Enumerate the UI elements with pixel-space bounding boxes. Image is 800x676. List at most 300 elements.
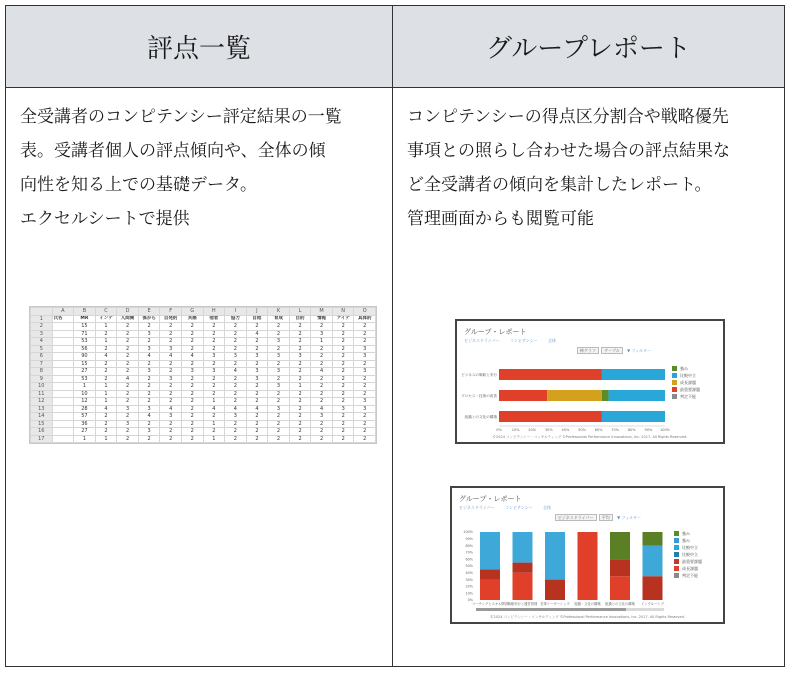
sheet-cell: 2: [181, 428, 203, 436]
sheet-cell: 2: [289, 345, 311, 353]
sheet-cell: 2: [268, 360, 290, 368]
excel-sheet-thumbnail: [29, 306, 377, 444]
legend-swatch: [674, 559, 679, 564]
table-row: 7 15 2 2 2 2 2 2 2 2 2 2 2 2 2: [31, 360, 376, 368]
category-label: コーチングとスキル開発: [471, 602, 509, 606]
legend-item: [674, 558, 702, 565]
sheet-cell: 2: [332, 413, 354, 421]
sheet-cell: 3: [246, 375, 268, 383]
sheet-cell: 2: [289, 368, 311, 376]
legend-swatch: [672, 373, 677, 378]
sheet-cell: 1: [203, 398, 225, 406]
bar-segment: [643, 546, 663, 577]
driver-select[interactable]: ビジネスドライバー: [555, 514, 597, 521]
sheet-cell: 3: [117, 420, 139, 428]
sheet-cell: 4: [311, 405, 333, 413]
legend-label: 比較中立: [682, 551, 698, 557]
report-title: グループ・レポート: [464, 328, 527, 336]
sheet-cell: 2: [225, 383, 247, 391]
sheet-cell: 2: [289, 435, 311, 443]
sheet-cell: 71: [74, 330, 96, 338]
sheet-cell: 2: [160, 360, 182, 368]
sheet-cell: 3: [138, 330, 160, 338]
sheet-corner: [31, 308, 53, 316]
sheet-cell: 1: [95, 338, 117, 346]
category-label: プロセス・技術の改善: [461, 394, 497, 398]
x-tick-label: 60%: [594, 428, 603, 432]
sheet-cell: 2: [95, 428, 117, 436]
bar-segment: [610, 559, 630, 576]
sheet-cell: 1: [95, 398, 117, 406]
sheet-column-letter: K: [268, 308, 290, 316]
sheet-cell: 1: [203, 420, 225, 428]
x-tick-label: 50%: [578, 428, 586, 432]
sheet-cell: 2: [332, 398, 354, 406]
sheet-cell: 2: [95, 420, 117, 428]
sheet-cell: 2: [225, 338, 247, 346]
table-row: 2 15 1 2 2 2 2 2 2 2 2 2 2 2 2: [31, 323, 376, 331]
sheet-cell: 2: [311, 420, 333, 428]
filter-button[interactable]: ▼ フィルター: [627, 348, 651, 353]
sheet-column-letter: I: [225, 308, 247, 316]
sheet-cell: 3: [160, 345, 182, 353]
table-row: 15 36 2 3 2 2 2 1 2 2 2 2 2 2 2: [31, 420, 376, 428]
desc-line: 表。受講者個人の評点傾向や、全体の傾: [20, 141, 326, 161]
sheet-cell: 2: [289, 428, 311, 436]
bar-segment: [602, 411, 665, 422]
sheet-cell: 90: [74, 353, 96, 361]
sheet-cell: 2: [117, 398, 139, 406]
sheet-column-letter: A: [52, 308, 74, 316]
sheet-cell: 2: [95, 345, 117, 353]
sheet-header-cell: 育成: [268, 315, 290, 323]
sheet-cell: 2: [268, 428, 290, 436]
sheet-cell: 2: [160, 368, 182, 376]
sheet-cell: 3: [289, 353, 311, 361]
sheet-column-letter: B: [74, 308, 96, 316]
sheet-cell: 3: [354, 345, 376, 353]
sheet-cell: 4: [203, 405, 225, 413]
legend-swatch: [674, 531, 679, 536]
sheet-cell: 2: [332, 375, 354, 383]
sheet-cell: 2: [332, 390, 354, 398]
legend-item: [672, 393, 700, 400]
sheet-cell: 2: [203, 428, 225, 436]
sheet-cell: 2: [181, 390, 203, 398]
sheet-header-cell: アイデ: [332, 315, 354, 323]
bar-segment: [480, 569, 500, 579]
sheet-cell: 3: [311, 330, 333, 338]
sheet-cell: 3: [268, 405, 290, 413]
sheet-cell: 4: [95, 405, 117, 413]
sheet-cell: 2: [246, 390, 268, 398]
bar-segment: [499, 369, 602, 380]
sheet-cell: 2: [225, 398, 247, 406]
bar-segment: [545, 580, 565, 600]
sheet-cell: 3: [354, 405, 376, 413]
legend-label: 比較中立: [680, 372, 696, 378]
bar-segment: [643, 532, 663, 546]
sheet-cell: 4: [246, 330, 268, 338]
sheet-cell: 2: [203, 360, 225, 368]
sheet-cell: 3: [268, 353, 290, 361]
category-label: 組織との文化の構築: [464, 415, 497, 419]
tab-competency[interactable]: コンピテンシー: [509, 338, 538, 343]
x-tick-label: 40%: [561, 428, 570, 432]
sheet-cell: 53: [74, 375, 96, 383]
bar-segment: [610, 576, 630, 600]
sheet-cell: 2: [268, 420, 290, 428]
sheet-cell: 3: [332, 405, 354, 413]
sheet-cell: 2: [160, 428, 182, 436]
sheet-cell: 2: [289, 338, 311, 346]
sheet-cell: 2: [332, 360, 354, 368]
sheet-cell: 2: [160, 330, 182, 338]
sheet-cell: 2: [203, 330, 225, 338]
desc-line: 管理画面からも閲覧可能: [407, 209, 594, 229]
sheet-cell: 2: [246, 398, 268, 406]
sheet-cell: 4: [95, 353, 117, 361]
sheet-cell: 2: [225, 420, 247, 428]
sheet-cell: 2: [354, 390, 376, 398]
sheet-cell: 2: [138, 360, 160, 368]
legend-item: [672, 379, 700, 386]
sheet-cell: 3: [138, 345, 160, 353]
sheet-cell: 4: [181, 353, 203, 361]
bar-segment: [547, 390, 602, 401]
sheet-cell: 4: [160, 405, 182, 413]
table-row: 3 71 2 2 3 2 2 2 2 4 2 2 3 2 2: [31, 330, 376, 338]
sheet-cell: 3: [117, 405, 139, 413]
legend-label: 最重要課題: [680, 386, 700, 392]
sheet-cell: 2: [354, 375, 376, 383]
sheet-cell: 2: [311, 353, 333, 361]
legend-swatch: [674, 552, 679, 557]
sheet-column-letter: G: [181, 308, 203, 316]
sheet-cell: 12: [74, 398, 96, 406]
sheet-cell: 3: [203, 368, 225, 376]
sheet-cell: 3: [246, 353, 268, 361]
desc-line: 事項との照らし合わせた場合の評点結果な: [407, 141, 730, 161]
bar-segment: [513, 563, 533, 573]
sheet-column-letter: J: [246, 308, 268, 316]
sheet-cell: 3: [268, 338, 290, 346]
score-list-description: [6, 88, 392, 236]
sheet-cell: 2: [354, 383, 376, 391]
bar-segment: [643, 576, 663, 600]
sheet-cell: 1: [95, 383, 117, 391]
sheet-cell: 4: [138, 353, 160, 361]
y-tick-label: 20%: [465, 584, 473, 589]
header-group-report: グループレポート: [393, 6, 784, 88]
average-button[interactable]: 平均: [599, 514, 613, 521]
tab-business-driver[interactable]: ビジネスドライバー: [464, 338, 500, 343]
sheet-cell: 53: [74, 338, 96, 346]
legend-label: 判定不能: [680, 393, 696, 399]
sheet-cell: 2: [117, 353, 139, 361]
sheet-cell: 2: [289, 375, 311, 383]
bar-segment: [545, 532, 565, 580]
table-row: 5 56 2 2 3 3 2 2 2 2 2 2 2 2 3: [31, 345, 376, 353]
bar-segment: [513, 573, 533, 600]
sheet-cell: 27: [74, 368, 96, 376]
legend-label: 強み: [682, 537, 690, 543]
desc-line: 全受講者のコンピテンシー評定結果の一覧: [20, 107, 342, 127]
sheet-cell: 2: [203, 383, 225, 391]
sheet-cell: 2: [268, 413, 290, 421]
sheet-cell: 2: [246, 360, 268, 368]
sheet-cell: 3: [268, 368, 290, 376]
sheet-cell: 2: [160, 398, 182, 406]
sheet-cell: 2: [332, 323, 354, 331]
sheet-cell: 2: [268, 375, 290, 383]
sheet-cell: 1: [95, 435, 117, 443]
sheet-cell: 2: [246, 420, 268, 428]
y-tick-label: 50%: [465, 564, 473, 569]
sheet-header-cell: 人間関: [117, 315, 139, 323]
sheet-cell: 2: [160, 390, 182, 398]
sheet-cell: 56: [74, 345, 96, 353]
sheet-cell: 2: [354, 420, 376, 428]
sheet-cell: 2: [246, 383, 268, 391]
table-row: 8 27 2 2 3 2 3 3 4 3 3 2 4 2 3: [31, 368, 376, 376]
sheet-header-cell: MR: [74, 315, 96, 323]
bar-segment: [480, 580, 500, 600]
sheet-cell: 2: [117, 383, 139, 391]
sheet-cell: 2: [289, 360, 311, 368]
column-score-list: [6, 6, 393, 666]
bar-graph-button[interactable]: 棒グラフ: [577, 347, 599, 354]
table-row: 6 90 4 2 4 4 4 3 3 3 3 3 2 2 3: [31, 353, 376, 361]
sheet-cell: 2: [181, 413, 203, 421]
sheet-cell: 2: [160, 323, 182, 331]
table-row: 12 12 1 2 2 2 2 1 2 2 2 2 2 2 3: [31, 398, 376, 406]
sheet-cell: 2: [332, 353, 354, 361]
sheet-cell: 2: [289, 405, 311, 413]
sheet-cell: 2: [332, 330, 354, 338]
sheet-cell: 2: [332, 420, 354, 428]
sheet-cell: 28: [74, 405, 96, 413]
sheet-cell: 10: [74, 390, 96, 398]
sheet-cell: 4: [246, 405, 268, 413]
x-tick-label: 70%: [611, 428, 620, 432]
legend-label: 判定不能: [682, 572, 698, 578]
sheet-cell: 2: [95, 330, 117, 338]
sheet-column-letter: F: [160, 308, 182, 316]
chart-legend: [674, 530, 702, 579]
sheet-header-cell: 他者: [203, 315, 225, 323]
sheet-cell: 1: [95, 390, 117, 398]
table-row: 16 27 2 2 3 2 2 2 2 2 2 2 2 2 2: [31, 428, 376, 436]
desc-line: 向性を知る上での基礎データ。: [20, 175, 257, 195]
sheet-cell: 3: [225, 353, 247, 361]
sheet-cell: 2: [181, 330, 203, 338]
sheet-cell: 2: [117, 368, 139, 376]
x-tick-label: 90%: [644, 428, 653, 432]
sheet-column-letter: H: [203, 308, 225, 316]
group-report-description: [393, 88, 784, 236]
sheet-body: [31, 315, 376, 443]
legend-item: [674, 551, 702, 558]
sheet-cell: 2: [311, 435, 333, 443]
legend-item: [674, 537, 702, 544]
legend-swatch: [672, 380, 677, 385]
bar-segment: [499, 411, 602, 422]
y-tick-label: 100%: [463, 530, 473, 535]
sheet-cell: 4: [225, 368, 247, 376]
sheet-cell: 3: [138, 405, 160, 413]
report-footer: ©2024 コンピテンシー・コンサルティング ©Professional Performance Innovations, Inc. 2017. All Rights Reserved.: [492, 434, 688, 439]
sheet-cell: 2: [203, 338, 225, 346]
sheet-cell: 3: [181, 368, 203, 376]
legend-item: [674, 544, 702, 551]
sheet-cell: 2: [181, 360, 203, 368]
sheet-header-cell: 協力: [225, 315, 247, 323]
sheet-cell: 2: [311, 390, 333, 398]
sheet-cell: 2: [160, 338, 182, 346]
sheet-column-letter: E: [138, 308, 160, 316]
sheet-column-letter: D: [117, 308, 139, 316]
y-tick-label: 10%: [465, 591, 473, 596]
sheet-header-cell: 係から: [138, 315, 160, 323]
legend-item: [674, 530, 702, 537]
sheet-column-letter: C: [95, 308, 117, 316]
tab-overall[interactable]: 全体: [547, 338, 556, 343]
sheet-cell: 57: [74, 413, 96, 421]
sheet-cell: 2: [95, 360, 117, 368]
sheet-cell: 2: [246, 413, 268, 421]
sheet-cell: 4: [160, 353, 182, 361]
bar-segment: [499, 390, 547, 401]
sheet-cell: 2: [289, 420, 311, 428]
sheet-header-cell: 目的: [289, 315, 311, 323]
filter-button[interactable]: ▼ フィルター: [617, 515, 641, 520]
sheet-cell: 2: [311, 345, 333, 353]
tab-overall[interactable]: 全体: [542, 505, 551, 510]
legend-swatch: [672, 366, 677, 371]
sheet-cell: 2: [138, 383, 160, 391]
sheet-cell: 2: [332, 345, 354, 353]
tab-competency[interactable]: コンピテンシー: [504, 505, 533, 510]
sheet-cell: 2: [289, 398, 311, 406]
sheet-column-letter: L: [289, 308, 311, 316]
sheet-cell: 2: [203, 375, 225, 383]
sheet-cell: 2: [225, 323, 247, 331]
sheet-cell: 2: [203, 345, 225, 353]
sheet-header-cell: 具体的: [354, 315, 376, 323]
sheet-cell: 2: [354, 360, 376, 368]
sheet-cell: 1: [311, 338, 333, 346]
sheet-header-cell: 氏名: [52, 315, 74, 323]
sheet-header-cell: 自発的: [160, 315, 182, 323]
legend-item: [672, 365, 700, 372]
sheet-cell: 4: [225, 405, 247, 413]
report-title: グループ・レポート: [459, 495, 522, 503]
table-row: 4 53 1 2 2 2 2 2 2 2 3 2 1 2 2: [31, 338, 376, 346]
sheet-cell: 3: [225, 413, 247, 421]
comparison-table: [5, 5, 785, 667]
table-row: 13 28 4 3 3 4 2 4 4 4 3 2 4 3 3: [31, 405, 376, 413]
table-row: 17 1 1 2 2 2 2 1 2 2 2 2 2 2 2: [31, 435, 376, 443]
table-button[interactable]: テーブル: [601, 347, 623, 354]
sheet-cell: 27: [74, 428, 96, 436]
sheet-cell: 2: [289, 390, 311, 398]
tab-business-driver[interactable]: ビジネスドライバー: [459, 505, 495, 510]
sheet-cell: 1: [74, 383, 96, 391]
desc-line: ど全受講者の傾向を集計したレポート。: [407, 175, 712, 195]
report-footer: ©2024 コンピテンシー・コンサルティング ©Professional Performance Innovations, Inc. 2017. All Rights Reserved.: [490, 614, 685, 619]
sheet-cell: 1: [203, 435, 225, 443]
sheet-cell: 2: [289, 413, 311, 421]
sheet-cell: 2: [225, 435, 247, 443]
y-tick-label: 60%: [465, 557, 473, 562]
sheet-cell: 2: [332, 435, 354, 443]
report-screenshot-horizontal: [455, 319, 725, 444]
bar-segment: [513, 532, 533, 563]
sheet-cell: 2: [225, 345, 247, 353]
sheet-cell: 3: [138, 368, 160, 376]
sheet-cell: 2: [311, 398, 333, 406]
sheet-cell: 2: [181, 345, 203, 353]
chart-legend: [672, 365, 700, 400]
sheet-cell: 3: [203, 353, 225, 361]
sheet-cell: 2: [354, 330, 376, 338]
sheet-cell: 15: [74, 360, 96, 368]
sheet-cell: 3: [138, 428, 160, 436]
desc-line: エクセルシートで提供: [20, 209, 190, 229]
sheet-cell: 2: [332, 428, 354, 436]
sheet-cell: 2: [138, 390, 160, 398]
sheet-cell: 2: [246, 338, 268, 346]
sheet-cell: 2: [181, 338, 203, 346]
sheet-cell: 2: [311, 323, 333, 331]
legend-swatch: [674, 573, 679, 578]
sheet-cell: 2: [246, 345, 268, 353]
sheet-cell: 4: [117, 375, 139, 383]
sheet-cell: 1: [74, 435, 96, 443]
sheet-cell: 2: [268, 323, 290, 331]
sheet-cell: 2: [117, 390, 139, 398]
sheet-cell: 2: [311, 383, 333, 391]
sheet-cell: 2: [181, 323, 203, 331]
sheet-cell: 2: [203, 390, 225, 398]
sheet-cell: 3: [354, 353, 376, 361]
table-row: 9 53 2 4 2 3 2 2 2 3 2 2 2 2 2: [31, 375, 376, 383]
legend-item: [674, 572, 702, 579]
x-tick-label: 100%: [659, 428, 671, 432]
sheet-cell: 2: [181, 375, 203, 383]
sheet-cell: 2: [332, 368, 354, 376]
legend-label: 最重要課題: [682, 558, 702, 564]
sheet-cell: 2: [203, 323, 225, 331]
report-screenshot-vertical: [450, 486, 725, 624]
sheet-cell: 2: [246, 323, 268, 331]
legend-label: 成長課題: [682, 565, 698, 571]
sheet-header-row: 1 氏名 MR インテ 人間関 係から 自発的 共感 他者 協力 自他 育成 目的 情報 アイデ 具体的: [31, 315, 376, 323]
table-row: 11 10 1 2 2 2 2 2 2 2 2 2 2 2 2: [31, 390, 376, 398]
sheet-cell: 2: [289, 323, 311, 331]
sheet-cell: 3: [246, 368, 268, 376]
bar-segment: [578, 532, 598, 600]
legend-swatch: [674, 566, 679, 571]
sheet-cell: 4: [311, 368, 333, 376]
category-label: インクルーシブ: [641, 602, 664, 606]
sheet-cell: 2: [181, 435, 203, 443]
sheet-cell: 2: [117, 413, 139, 421]
column-group-report: [393, 6, 784, 666]
sheet-cell: 2: [138, 435, 160, 443]
sheet-cell: 2: [225, 390, 247, 398]
